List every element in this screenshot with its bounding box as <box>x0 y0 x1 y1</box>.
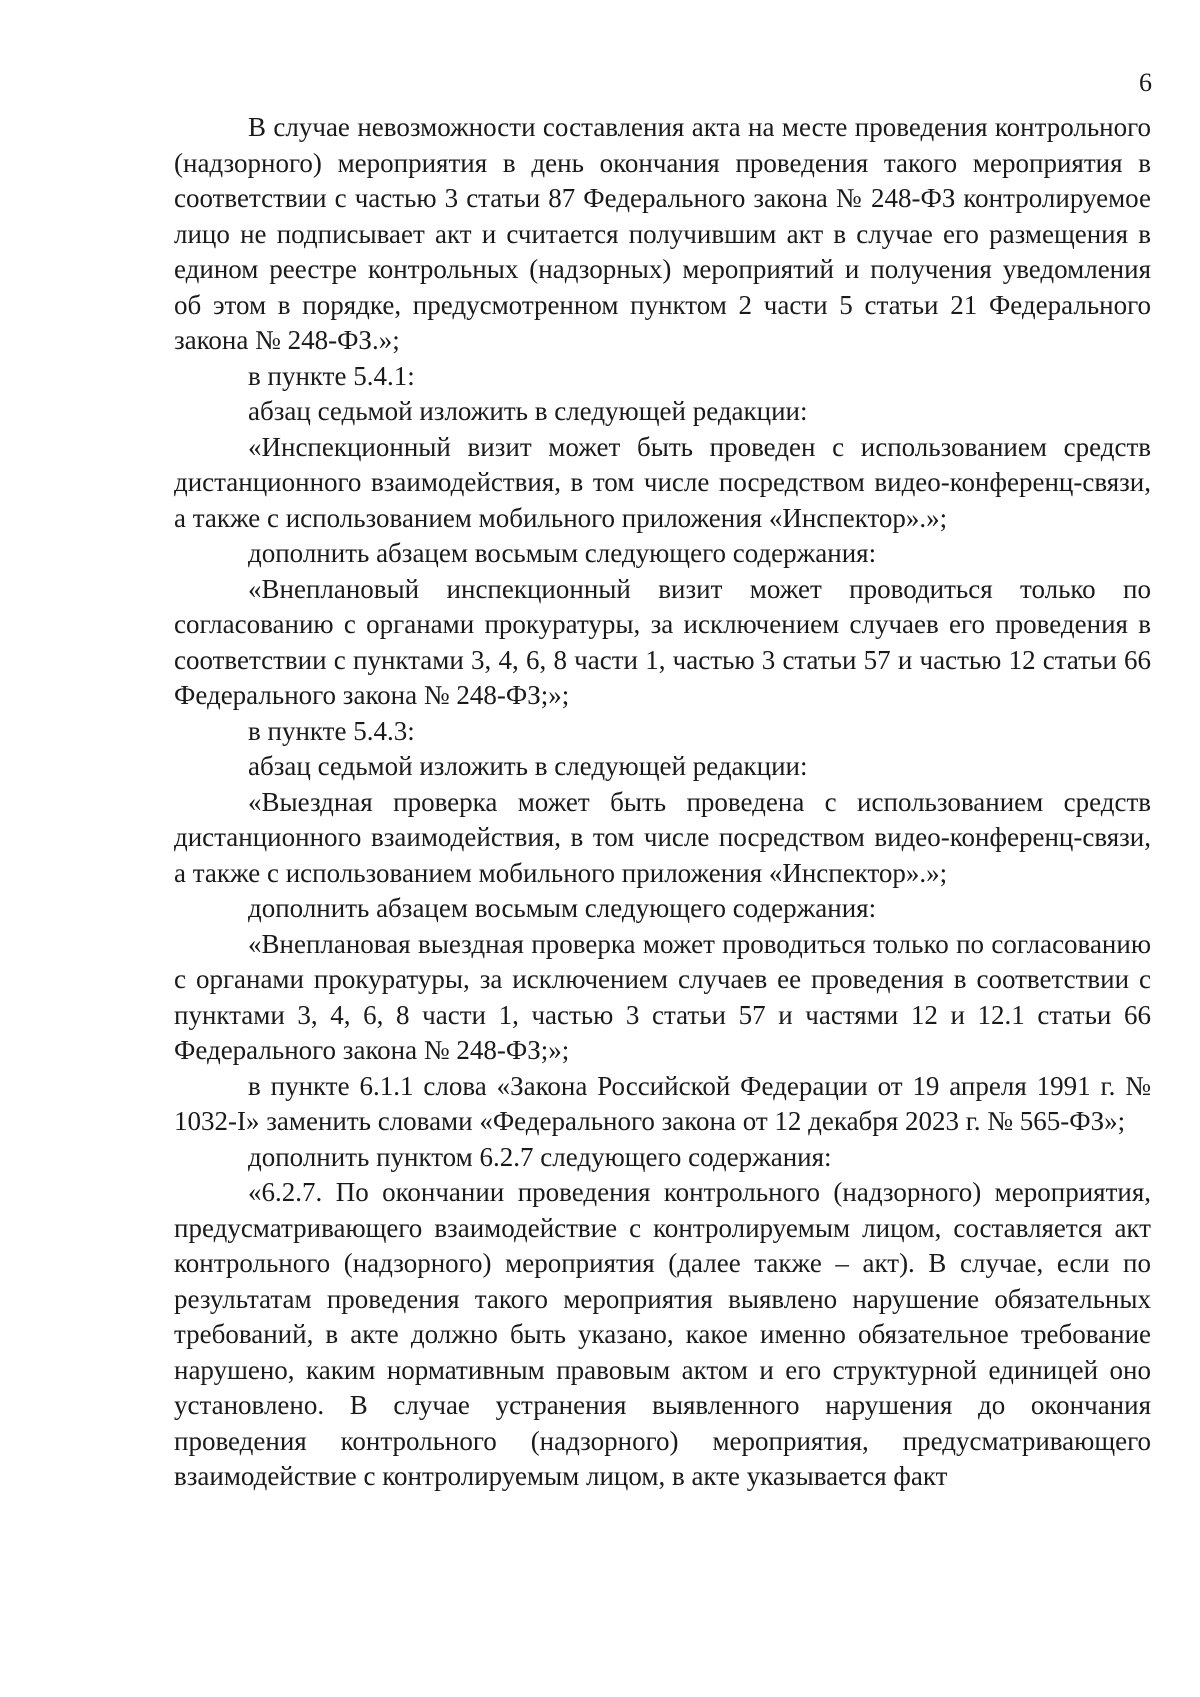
paragraph-unscheduled-onsite-check: «Внеплановая выездная проверка может проводиться только по согласованию с органами прокуратуры, за исключением случаев ее проведения в соответствии с пунктами 3, 4, 6, 8 части 1, частью 3 статьи 57 и частями 12 и 12.1 статьи 66 Федерального закона № 248-ФЗ;»; <box>174 928 1151 1065</box>
paragraph-item-6-1-1: в пункте 6.1.1 слова «Закона Российской Федерации от 19 апреля 1991 г. № 1032-I» заменить словами «Федерального закона от 12 декабря 2023 г. № 565-ФЗ»; <box>174 1070 1151 1136</box>
paragraph-inspection-visit-remote: «Инспекционный визит может быть проведен с использованием средств дистанционного взаимодействия, в том числе посредством видео-конференц-связи, а также с использованием мобильного приложения «Инспектор».»; <box>174 431 1151 533</box>
document-body <box>174 110 1151 1495</box>
paragraph-seventh-abzac-instruction-2: абзац седьмой изложить в следующей редакции: <box>248 751 808 781</box>
paragraph-add-item-6-2-7: дополнить пунктом 6.2.7 следующего содержания: <box>248 1141 832 1172</box>
page-number: 6 <box>1139 68 1152 97</box>
paragraph-item-5-4-3: в пункте 5.4.3: <box>248 715 415 746</box>
paragraph-onsite-check-remote: «Выездная проверка может быть проведена с использованием средств дистанционного взаимодействия, в том числе посредством видео-конференц-связи, а также с использованием мобильного приложения «Инспектор».»; <box>174 786 1151 888</box>
paragraph-add-eighth-abzac: дополнить абзацем восьмым следующего содержания: <box>248 538 877 568</box>
paragraph-item-5-4-1: в пункте 5.4.1: <box>248 360 415 391</box>
paragraph-seventh-abzac-instruction: абзац седьмой изложить в следующей редакции: <box>248 396 808 426</box>
paragraph-add-eighth-abzac-2: дополнить абзацем восьмым следующего содержания: <box>248 893 877 923</box>
paragraph-act-impossibility: В случае невозможности составления акта на месте проведения контрольного (надзорного) мероприятия в день окончания проведения такого мероприятия в соответствии с частью 3 статьи 87 Федерального закона № 248-ФЗ контролируемое лицо не подписывает акт и считается получившим акт в случае его размещения в едином реестре контрольных (надзорных) мероприятий и получения уведомления об этом в порядке, предусмотренном пунктом 2 части 5 статьи 21 Федерального закона № 248-ФЗ.»; <box>174 112 1151 355</box>
paragraph-unscheduled-inspection-visit: «Внеплановый инспекционный визит может проводиться только по согласованию с органами прокуратуры, за исключением случаев его проведения в соответствии с пунктами 3, 4, 6, 8 части 1, частью 3 статьи 57 и частью 12 статьи 66 Федерального закона № 248-ФЗ;»; <box>174 573 1151 710</box>
paragraph-item-6-2-7-text: «6.2.7. По окончании проведения контрольного (надзорного) мероприятия, предусматривающего взаимодействие с контролируемым лицом, составляется акт контрольного (надзорного) мероприятия (далее также – акт). В случае, если по результатам проведения такого мероприятия выявлено нарушение обязательных требований, в акте должно быть указано, какое именно обязательное требование нарушено, каким нормативным правовым актом и его структурной единицей оно установлено. В случае устранения выявленного нарушения до окончания проведения контрольного (надзорного) мероприятия, предусматривающего взаимодействие с контролируемым лицом, в акте указывается факт <box>174 1177 1151 1491</box>
